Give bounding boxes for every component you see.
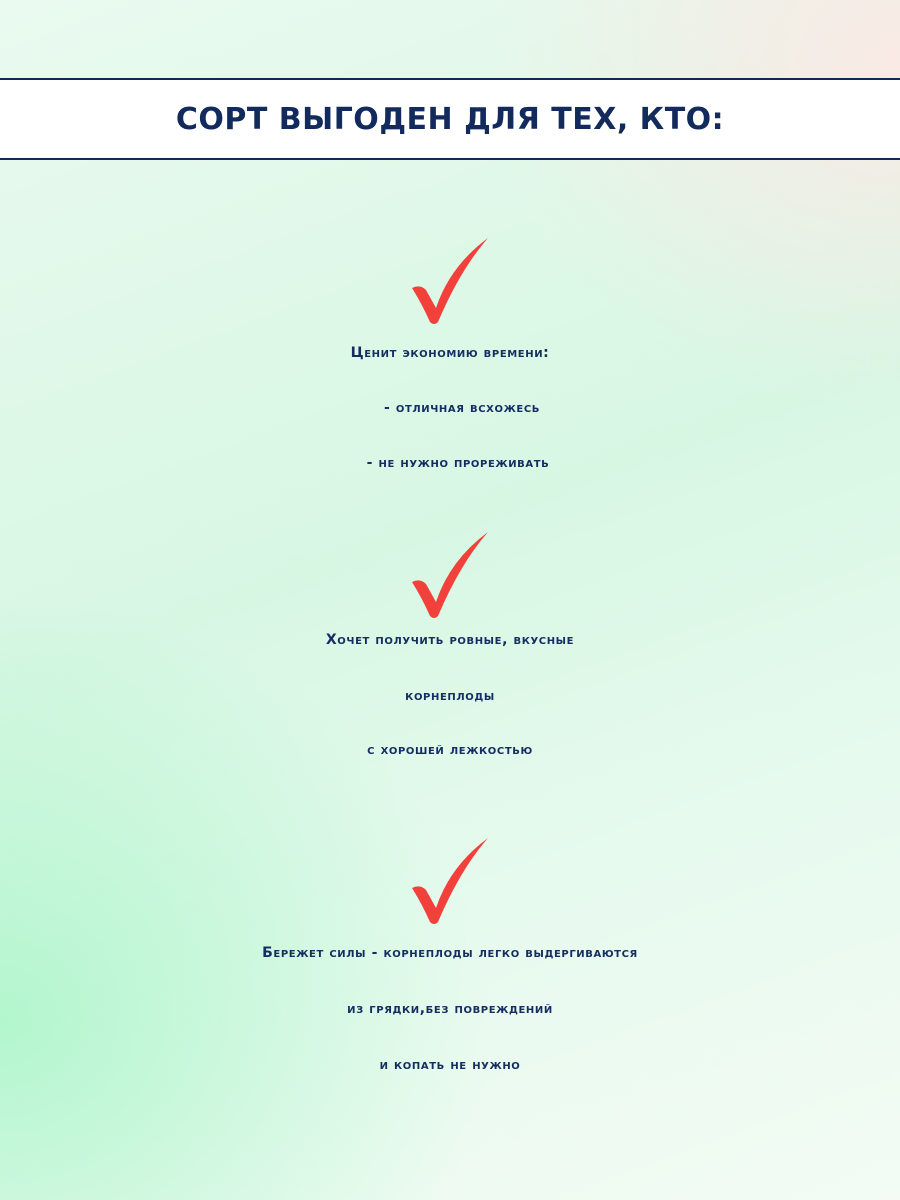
benefit-2-line-3: с хорошей лежкостью xyxy=(367,742,533,758)
benefit-2-line-2: корнеплоды xyxy=(405,688,495,704)
checkmark-icon xyxy=(410,530,490,620)
benefit-3-line-3: и копать не нужно xyxy=(379,1057,521,1073)
header-band xyxy=(0,78,900,160)
benefit-1-line-2: - отличная всхожесь xyxy=(383,400,541,416)
checkmark-icon xyxy=(410,836,490,926)
benefit-1-title: Ценит экономию времени: xyxy=(350,345,550,361)
benefit-3-line-2: из грядки,без повреждений xyxy=(347,1001,553,1017)
checkmark-icon xyxy=(410,236,490,326)
page-title: СОРТ ВЫГОДЕН ДЛЯ ТЕХ, КТО: xyxy=(175,101,725,137)
benefit-3-title: Бережет силы - корнеплоды легко выдергиваются xyxy=(262,945,638,961)
benefit-2-title: Хочет получить ровные, вкусные xyxy=(325,632,575,648)
benefit-1-line-3: - не нужно прореживать xyxy=(366,455,550,471)
